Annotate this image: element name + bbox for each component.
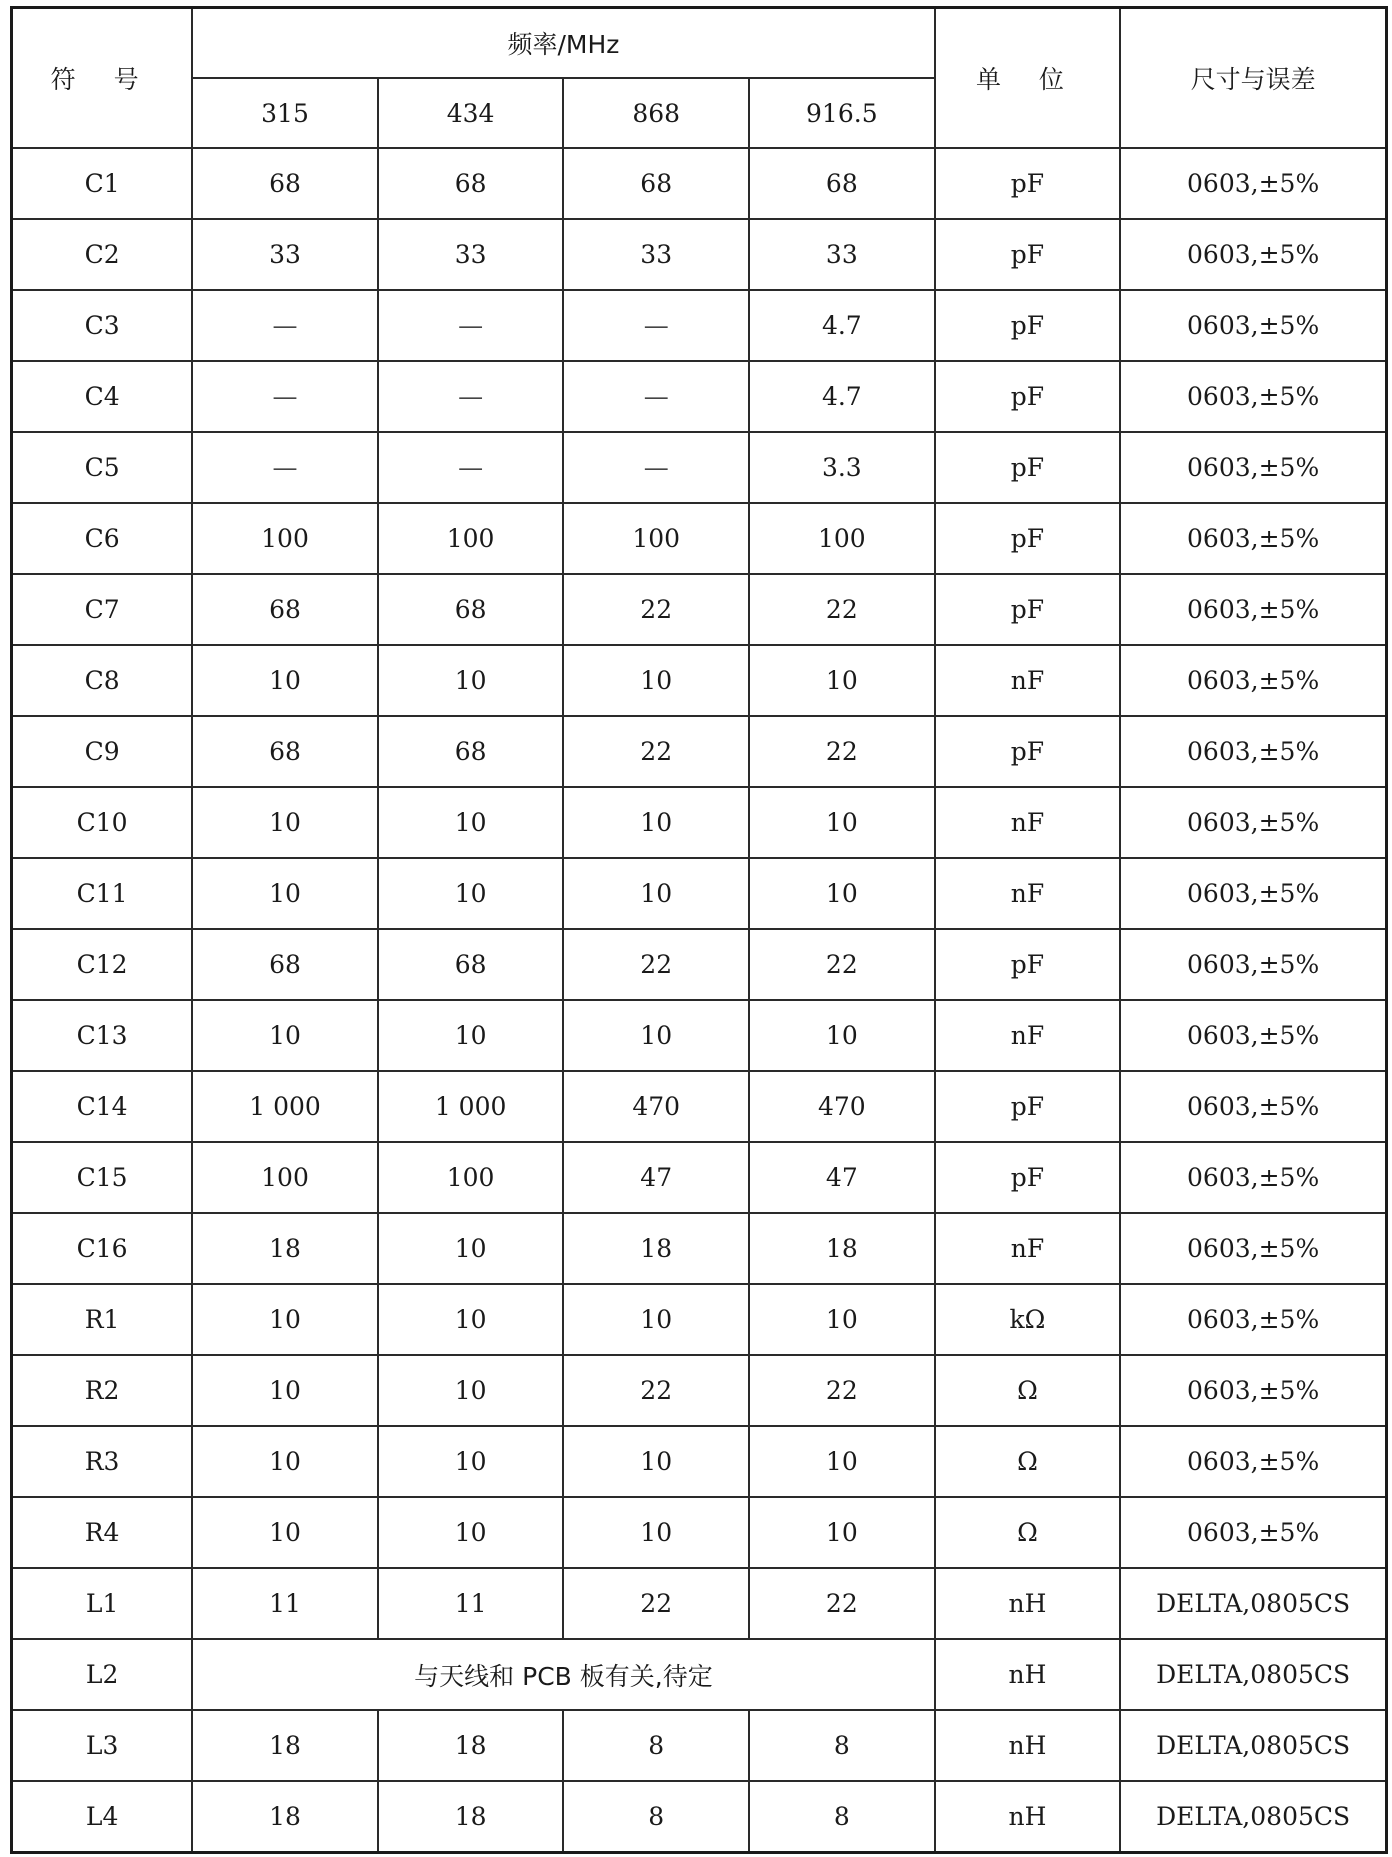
unit-cell: nF — [935, 787, 1121, 858]
symbol-cell: R1 — [12, 1284, 193, 1355]
value-cell: 10 — [749, 1426, 935, 1497]
table-row — [12, 1355, 1387, 1426]
unit-cell: pF — [935, 574, 1121, 645]
symbol-cell: R2 — [12, 1355, 193, 1426]
value-cell: 10 — [378, 1284, 564, 1355]
value-cell: 68 — [378, 574, 564, 645]
symbol-cell: C12 — [12, 929, 193, 1000]
symbol-cell: C9 — [12, 716, 193, 787]
size-cell: 0603,±5% — [1120, 574, 1386, 645]
header-unit: 单 位 — [935, 8, 1121, 149]
table-row — [12, 1071, 1387, 1142]
value-cell: 10 — [749, 787, 935, 858]
value-cell: 47 — [749, 1142, 935, 1213]
value-cell: — — [192, 361, 378, 432]
size-cell: 0603,±5% — [1120, 929, 1386, 1000]
size-cell: 0603,±5% — [1120, 432, 1386, 503]
value-cell: — — [192, 432, 378, 503]
table-row — [12, 1426, 1387, 1497]
symbol-cell: C1 — [12, 148, 193, 219]
symbol-cell: C2 — [12, 219, 193, 290]
value-cell: 4.7 — [749, 361, 935, 432]
size-cell: 0603,±5% — [1120, 787, 1386, 858]
unit-cell: pF — [935, 361, 1121, 432]
value-cell: 18 — [192, 1710, 378, 1781]
unit-cell: pF — [935, 716, 1121, 787]
value-cell: 10 — [192, 1426, 378, 1497]
header-freq-315: 315 — [192, 78, 378, 148]
unit-cell: pF — [935, 148, 1121, 219]
size-cell: 0603,±5% — [1120, 645, 1386, 716]
table-row — [12, 503, 1387, 574]
table-row — [12, 290, 1387, 361]
value-cell: 68 — [378, 716, 564, 787]
value-cell: 10 — [563, 1497, 749, 1568]
table-row — [12, 858, 1387, 929]
table-row — [12, 1781, 1387, 1853]
symbol-cell: C11 — [12, 858, 193, 929]
table-body — [12, 148, 1387, 1853]
value-cell: 10 — [378, 1426, 564, 1497]
value-cell: 100 — [378, 503, 564, 574]
value-cell: 22 — [563, 1568, 749, 1639]
symbol-cell: C5 — [12, 432, 193, 503]
component-table — [10, 6, 1388, 1854]
value-cell: 68 — [749, 148, 935, 219]
size-cell: DELTA,0805CS — [1120, 1639, 1386, 1710]
size-cell: 0603,±5% — [1120, 1426, 1386, 1497]
value-cell: 22 — [749, 1568, 935, 1639]
size-cell: 0603,±5% — [1120, 1284, 1386, 1355]
unit-cell: Ω — [935, 1355, 1121, 1426]
table-row — [12, 1284, 1387, 1355]
table-row — [12, 148, 1387, 219]
unit-cell: nF — [935, 858, 1121, 929]
size-cell: 0603,±5% — [1120, 219, 1386, 290]
size-cell: 0603,±5% — [1120, 503, 1386, 574]
value-cell: 8 — [749, 1710, 935, 1781]
value-cell: 22 — [563, 716, 749, 787]
value-cell: 10 — [192, 1284, 378, 1355]
unit-cell: nH — [935, 1710, 1121, 1781]
value-cell: 10 — [378, 858, 564, 929]
table-row — [12, 361, 1387, 432]
unit-cell: Ω — [935, 1497, 1121, 1568]
symbol-cell: C7 — [12, 574, 193, 645]
size-cell: 0603,±5% — [1120, 1497, 1386, 1568]
value-cell: 11 — [192, 1568, 378, 1639]
size-cell: DELTA,0805CS — [1120, 1781, 1386, 1853]
value-cell: 68 — [378, 929, 564, 1000]
table-row — [12, 432, 1387, 503]
value-cell: 22 — [563, 929, 749, 1000]
size-cell: DELTA,0805CS — [1120, 1568, 1386, 1639]
table-row — [12, 574, 1387, 645]
unit-cell: kΩ — [935, 1284, 1121, 1355]
value-cell: 8 — [563, 1781, 749, 1853]
unit-cell: nF — [935, 1213, 1121, 1284]
table-row — [12, 1213, 1387, 1284]
header-size-tolerance: 尺寸与误差 — [1120, 8, 1386, 149]
header-frequency: 频率/MHz — [192, 8, 934, 79]
size-cell: 0603,±5% — [1120, 716, 1386, 787]
header-symbol: 符 号 — [12, 8, 193, 149]
value-cell: — — [378, 361, 564, 432]
unit-cell: pF — [935, 290, 1121, 361]
size-cell: 0603,±5% — [1120, 1071, 1386, 1142]
value-cell: 4.7 — [749, 290, 935, 361]
value-cell: 10 — [378, 1497, 564, 1568]
value-cell: 10 — [192, 1497, 378, 1568]
value-cell: 22 — [749, 929, 935, 1000]
symbol-cell: R4 — [12, 1497, 193, 1568]
value-cell: 10 — [563, 787, 749, 858]
value-cell: 100 — [378, 1142, 564, 1213]
value-cell: 10 — [749, 645, 935, 716]
value-cell: 10 — [563, 858, 749, 929]
size-cell: 0603,±5% — [1120, 1142, 1386, 1213]
value-cell: 18 — [563, 1213, 749, 1284]
table-row — [12, 1568, 1387, 1639]
value-cell: 47 — [563, 1142, 749, 1213]
value-cell: 22 — [563, 574, 749, 645]
value-cell: 18 — [192, 1781, 378, 1853]
value-cell: — — [563, 361, 749, 432]
unit-cell: pF — [935, 219, 1121, 290]
value-cell: 22 — [749, 1355, 935, 1426]
value-cell: 22 — [749, 716, 935, 787]
value-cell: 33 — [749, 219, 935, 290]
table-row — [12, 1000, 1387, 1071]
value-cell: 10 — [192, 1355, 378, 1426]
value-cell: 68 — [192, 929, 378, 1000]
unit-cell: nH — [935, 1568, 1121, 1639]
value-cell: 10 — [378, 645, 564, 716]
value-cell: 10 — [192, 1000, 378, 1071]
value-cell: 10 — [749, 1497, 935, 1568]
value-cell: 100 — [749, 503, 935, 574]
value-cell: 18 — [749, 1213, 935, 1284]
symbol-cell: R3 — [12, 1426, 193, 1497]
table-row — [12, 1497, 1387, 1568]
symbol-cell: C3 — [12, 290, 193, 361]
value-cell: 10 — [563, 1000, 749, 1071]
value-cell: 22 — [563, 1355, 749, 1426]
symbol-cell: C14 — [12, 1071, 193, 1142]
table-row — [12, 1710, 1387, 1781]
unit-cell: Ω — [935, 1426, 1121, 1497]
value-cell: 8 — [749, 1781, 935, 1853]
symbol-cell: L1 — [12, 1568, 193, 1639]
value-cell: — — [563, 290, 749, 361]
header-freq-868: 868 — [563, 78, 749, 148]
value-cell: — — [192, 290, 378, 361]
table-row — [12, 1639, 1387, 1710]
unit-cell: nF — [935, 645, 1121, 716]
size-cell: 0603,±5% — [1120, 1213, 1386, 1284]
value-cell: 1 000 — [192, 1071, 378, 1142]
value-cell: 470 — [749, 1071, 935, 1142]
value-cell: 10 — [563, 1284, 749, 1355]
value-cell: 3.3 — [749, 432, 935, 503]
table-row — [12, 929, 1387, 1000]
value-cell: — — [378, 432, 564, 503]
value-cell: — — [563, 432, 749, 503]
value-cell: 18 — [378, 1781, 564, 1853]
unit-cell: nH — [935, 1639, 1121, 1710]
symbol-cell: C6 — [12, 503, 193, 574]
unit-cell: nF — [935, 1000, 1121, 1071]
value-cell: 100 — [192, 1142, 378, 1213]
symbol-cell: L2 — [12, 1639, 193, 1710]
size-cell: 0603,±5% — [1120, 858, 1386, 929]
value-cell: 33 — [563, 219, 749, 290]
value-cell: 10 — [378, 787, 564, 858]
value-cell: 68 — [192, 716, 378, 787]
symbol-cell: C13 — [12, 1000, 193, 1071]
symbol-cell: C4 — [12, 361, 193, 432]
value-cell: 10 — [192, 645, 378, 716]
symbol-cell: C16 — [12, 1213, 193, 1284]
symbol-cell: C8 — [12, 645, 193, 716]
value-cell: 10 — [749, 1284, 935, 1355]
value-cell: 18 — [378, 1710, 564, 1781]
value-cell: 1 000 — [378, 1071, 564, 1142]
size-cell: 0603,±5% — [1120, 148, 1386, 219]
value-cell: 10 — [563, 1426, 749, 1497]
value-cell: 33 — [378, 219, 564, 290]
table-row — [12, 219, 1387, 290]
unit-cell: pF — [935, 1142, 1121, 1213]
value-cell: 470 — [563, 1071, 749, 1142]
value-cell: 68 — [192, 574, 378, 645]
value-cell: 33 — [192, 219, 378, 290]
value-cell: 11 — [378, 1568, 564, 1639]
symbol-cell: C15 — [12, 1142, 193, 1213]
table-row — [12, 645, 1387, 716]
value-cell: 8 — [563, 1710, 749, 1781]
value-cell: 22 — [749, 574, 935, 645]
value-cell: 68 — [378, 148, 564, 219]
value-cell: 10 — [378, 1355, 564, 1426]
header-freq-434: 434 — [378, 78, 564, 148]
header-freq-916-5: 916.5 — [749, 78, 935, 148]
unit-cell: pF — [935, 432, 1121, 503]
value-cell: 10 — [192, 858, 378, 929]
size-cell: DELTA,0805CS — [1120, 1710, 1386, 1781]
symbol-cell: L4 — [12, 1781, 193, 1853]
value-cell: 100 — [192, 503, 378, 574]
value-cell: 18 — [192, 1213, 378, 1284]
size-cell: 0603,±5% — [1120, 1355, 1386, 1426]
value-cell: 68 — [192, 148, 378, 219]
unit-cell: nH — [935, 1781, 1121, 1853]
size-cell: 0603,±5% — [1120, 361, 1386, 432]
symbol-cell: L3 — [12, 1710, 193, 1781]
unit-cell: pF — [935, 1071, 1121, 1142]
value-cell: 10 — [192, 787, 378, 858]
value-cell: 10 — [378, 1000, 564, 1071]
symbol-cell: C10 — [12, 787, 193, 858]
value-cell: 10 — [563, 645, 749, 716]
value-cell: 10 — [378, 1213, 564, 1284]
table-row — [12, 1142, 1387, 1213]
value-cell: — — [378, 290, 564, 361]
table-row — [12, 787, 1387, 858]
unit-cell: pF — [935, 929, 1121, 1000]
value-cell: 100 — [563, 503, 749, 574]
value-cell: 10 — [749, 858, 935, 929]
unit-cell: pF — [935, 503, 1121, 574]
value-cell: 68 — [563, 148, 749, 219]
merged-note-cell: 与天线和 PCB 板有关,待定 — [192, 1639, 934, 1710]
value-cell: 10 — [749, 1000, 935, 1071]
table-row — [12, 716, 1387, 787]
size-cell: 0603,±5% — [1120, 1000, 1386, 1071]
size-cell: 0603,±5% — [1120, 290, 1386, 361]
